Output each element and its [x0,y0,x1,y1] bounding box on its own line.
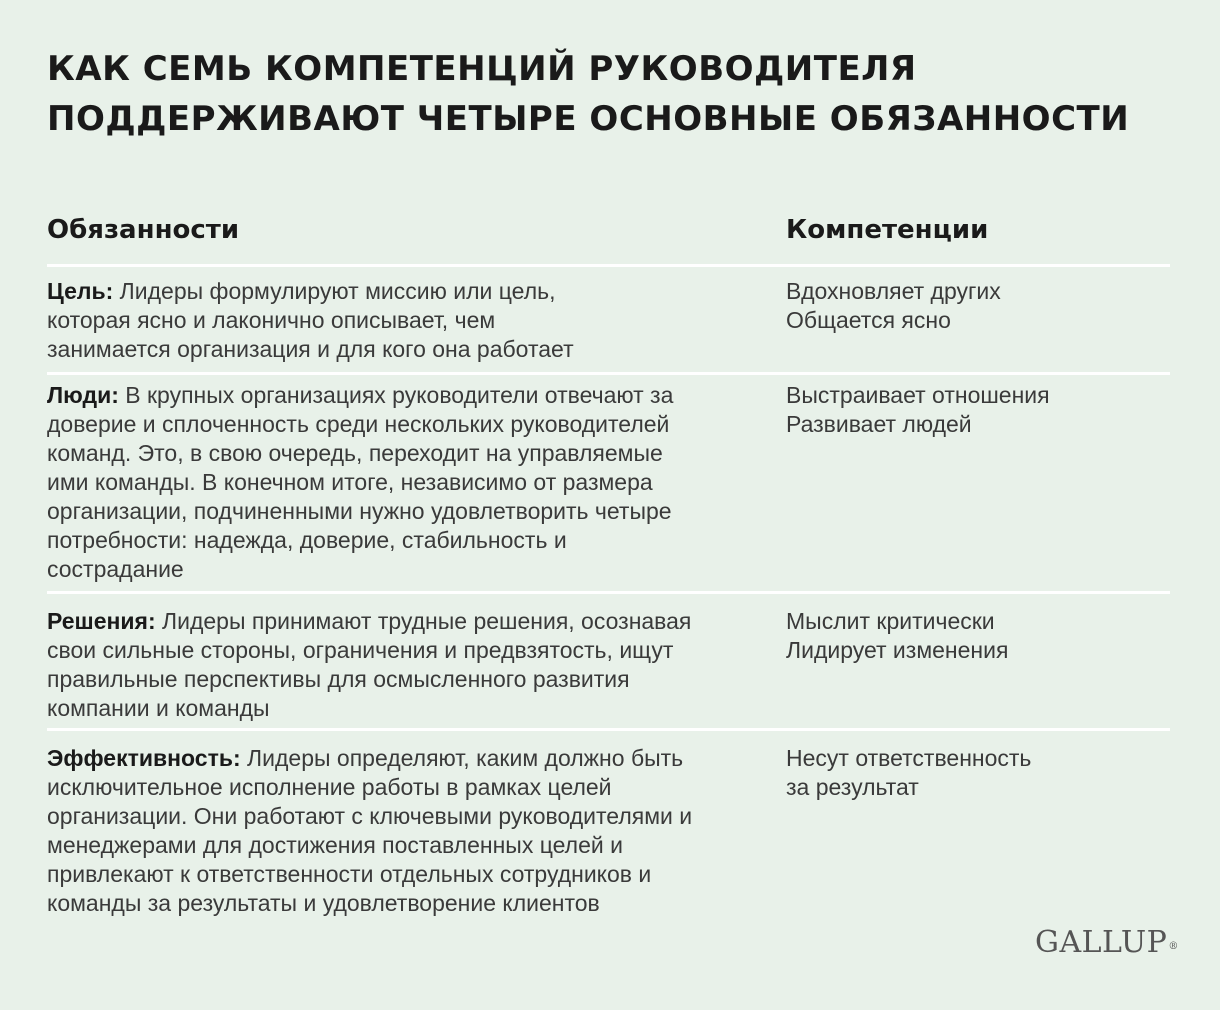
title-line-2: ПОДДЕРЖИВАЮТ ЧЕТЫРЕ ОСНОВНЫЕ ОБЯЗАННОСТИ [47,99,1130,139]
duty-line: свои сильные стороны, ограничения и предвзятость, ищут [47,637,674,663]
duty-description [47,381,777,584]
competency-item: Общается ясно [786,307,951,333]
competency-list [786,381,1050,439]
competency-item: Лидирует изменения [786,637,1009,663]
competency-item: за результат [786,774,919,800]
competency-list [786,607,1008,665]
duty-label: Цель: [47,278,114,304]
duty-text: Лидеры определяют, каким должно быть [240,745,684,771]
duty-text: В крупных организациях руководители отвечают за [118,382,674,408]
competency-item: Несут ответственность [786,745,1032,771]
duty-line: менеджерами для достижения поставленных целей и [47,832,623,858]
page-title [47,44,1167,144]
registered-mark: ® [1168,941,1179,952]
duty-line [47,277,777,306]
gallup-logo [1035,925,1179,961]
duty-line [47,744,777,773]
row-divider [47,728,1170,731]
competency-list [786,277,1001,335]
competency-item: Выстраивает отношения [786,382,1050,408]
duty-label: Люди: [47,382,119,408]
title-line-1: КАК СЕМЬ КОМПЕТЕНЦИЙ РУКОВОДИТЕЛЯ [47,49,917,89]
duty-line: привлекают к ответственности отдельных сотрудников и [47,861,652,887]
duty-line: исключительное исполнение работы в рамках целей [47,774,612,800]
duty-label: Решения: [47,608,156,634]
duty-line: организации, подчиненными нужно удовлетворить четыре [47,498,672,524]
competencies-column-header: Компетенции [786,215,989,245]
duty-text: Лидеры принимают трудные решения, осознавая [155,608,692,634]
duty-line [47,381,777,410]
duty-line: потребности: надежда, доверие, стабильность и [47,527,567,553]
row-divider [47,591,1170,594]
duty-line: занимается организация и для кого она работает [47,336,574,362]
duty-line: команд. Это, в свою очередь, переходит на управляемые [47,440,663,466]
duty-label: Эффективность: [47,745,241,771]
competency-list [786,744,1031,802]
duty-line: доверие и сплоченность среди нескольких руководителей [47,411,670,437]
duty-line: компании и команды [47,695,270,721]
duty-text: Лидеры формулируют миссию или цель, [113,278,556,304]
duties-column-header: Обязанности [47,215,240,245]
competency-item: Вдохновляет других [786,278,1001,304]
duty-description [47,277,777,364]
duty-line: организации. Они работают с ключевыми руководителями и [47,803,693,829]
duty-description [47,607,777,723]
duty-line: команды за результаты и удовлетворение клиентов [47,890,600,916]
duty-line [47,607,777,636]
duty-line: которая ясно и лаконично описывает, чем [47,307,496,333]
duty-description [47,744,777,918]
logo-text: GALLUP [1035,925,1168,960]
duty-line: ими команды. В конечном итоге, независимо от размера [47,469,653,495]
row-divider [47,372,1170,375]
duty-line: правильные перспективы для осмысленного развития [47,666,630,692]
competency-item: Развивает людей [786,411,972,437]
competency-item: Мыслит критически [786,608,995,634]
row-divider [47,264,1170,267]
duty-line: сострадание [47,556,184,582]
